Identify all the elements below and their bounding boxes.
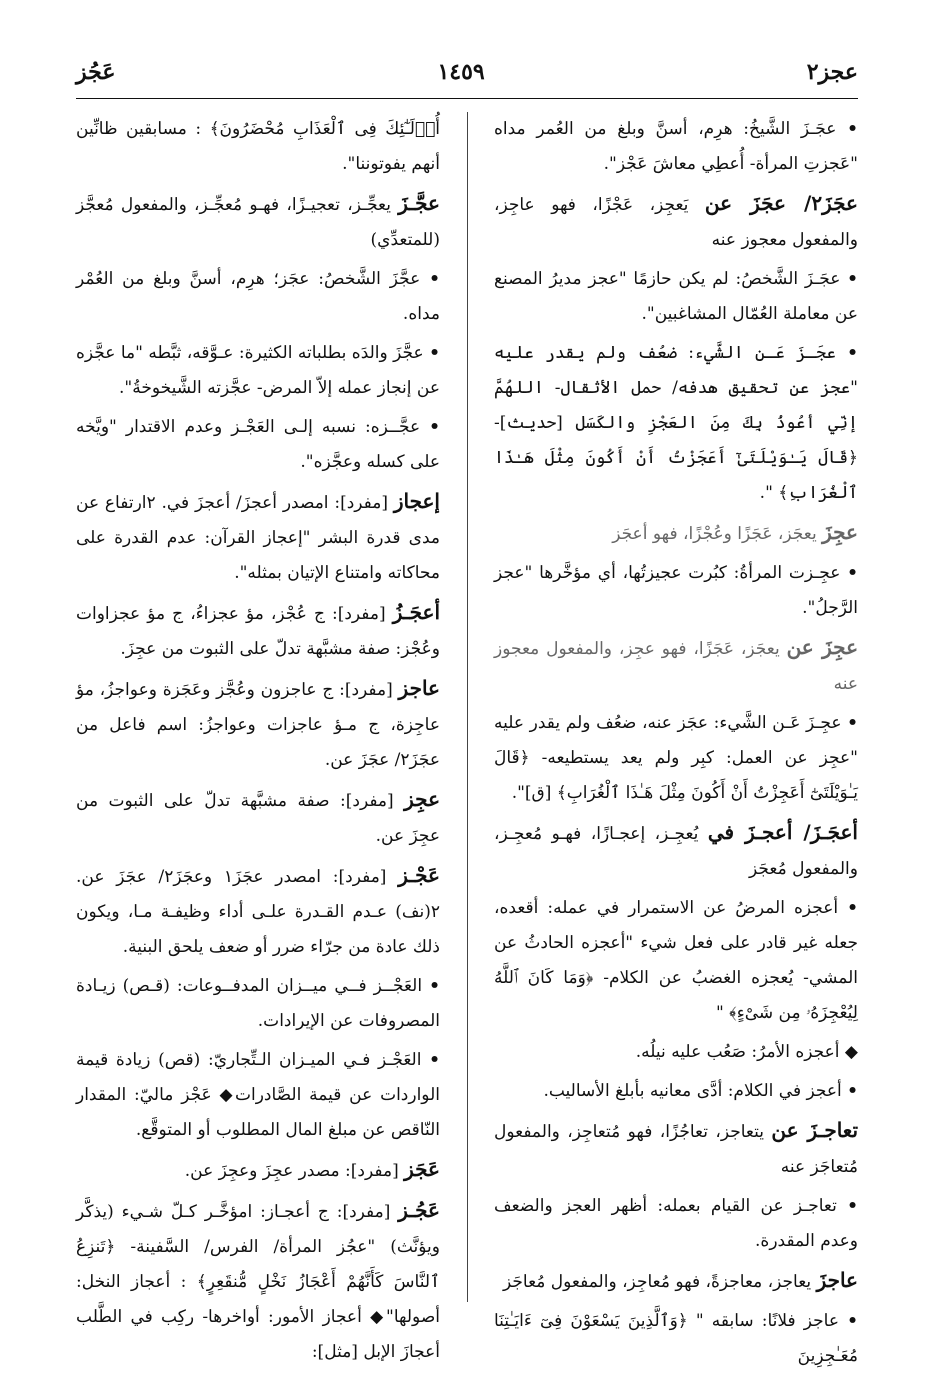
bullet-mark: • [429,976,441,996]
sense-text: عجِـزت المرأةُ: كبُرت عجيزتُها، أي مؤخَّرها "عجز الرَّجلُ". [494,563,858,618]
dictionary-entry [494,1263,858,1300]
guide-word-right: عجز٢ [806,59,858,85]
entry-headword: عجِزَ عن [786,635,859,659]
sense-paragraph [494,112,858,182]
dictionary-entry [76,782,440,854]
bullet-mark: • [429,417,440,437]
sense-paragraph [76,1043,440,1148]
bullet-mark: • [847,343,858,363]
sense-paragraph [494,556,858,626]
bullet-mark: • [847,1196,859,1216]
sense-text: عجَـزَ الشَّخصُ: لم يكن حازمًا "عجز مديرُ المصنع عن معاملة العُمّال المشاغبين". [494,269,858,324]
header-rule [76,98,858,99]
entry-text: يعجِّـز، تعجيـزًا، فهـو مُعجِّـز، والمفعول مُعجَّز (للمتعدِّي) [76,195,440,250]
entry-headword: عجَزَ٢/ عجَزَ عن [704,191,858,215]
entry-text: [مفرد]: ج أعجـاز: امؤخَّـر كـلّ شـيء (يذكَّر ويؤنَّث) "عجُز المرأة/ الفرس/ السَّفينة- ﴿تَنزِعُ ٱلنَّاسَ كَأَنَّهُمْ أَعْجَازُ نَخْلٍ مُّنقَعِرٍ﴾ : أعجاز النخل: أصولها"◆ أعجاز الأمور: أواخرها- ركِب في الطَّلب أعجازَ الإبل [مثل]: [76,1202,440,1362]
entry-headword: عَجُـز [398,1198,440,1222]
dictionary-entry [76,671,440,778]
entry-text: يتعاجز، تعاجُزًا، فهو مُتعاجِز، والمفعول مُتعاجَز عنه [494,1122,858,1177]
page-number: ١٤٥٩ [437,59,485,85]
dictionary-entry [76,1152,440,1189]
entry-headword: أعجَـزُ [392,600,440,624]
sense-paragraph [494,262,858,332]
guide-word-left: عَجُز [76,59,116,85]
sense-text: عجِـزَ عَـن الشَّيء: عجَز عنه، ضعُف ولم يقدر عليه "عجِز عن العمل: كبِر ولم يعد يستطيعه- ﴿قَالَ يَـٰوَيْلَتَىٰٓ أَعَجِزْتُ أَنْ أَكُونَ مِثْلَ هَـٰذَا ٱلْغُرَابِ﴾ [ق]". [494,713,858,803]
bullet-mark: • [847,269,858,289]
entry-headword: عاجزَ [816,1268,858,1292]
sense-text: أعجز في الكلام: أدَّى معانيه بأبلغ الأساليب. [543,1081,842,1101]
dictionary-entry [494,186,858,258]
dictionary-entry [76,484,440,591]
sense-text: تعاجـز عن القيام بعمله: أظهر العجز والضعف وعدم المقدرة. [494,1196,858,1251]
sense-paragraph [76,262,440,332]
entry-text: يعاجز، معاجزةً، فهو مُعاجِز، والمفعول مُعاجَز [503,1272,812,1292]
dictionary-entry [494,815,858,887]
entry-headword: عَجَز [404,1157,440,1181]
entry-headword: إعجاز [393,489,440,513]
entry-headword: عجِزَ [822,520,858,544]
dictionary-entry [76,186,440,258]
sense-paragraph [494,891,858,1031]
sense-paragraph [494,1074,858,1109]
sense-text: عجَّزَ والدَه بطلباته الكثيرة: عـوَّقه، ثبَّطه "ما عجَّزه عن إنجاز عمله إلاّ المرض- عجَّزته الشَّيخوخةُ". [76,343,440,398]
entry-text: يعجَز، عَجَزًا، فهو عجِز، والمفعول معجوز عنه [494,639,858,694]
sense-text: أُو۟لَـٰٓئِكَ فِى ٱلْعَذَابِ مُحْضَرُونَ﴾ : مسابقين ظانِّين أنهم يفوتوننا". [76,119,440,174]
dictionary-entry [494,1113,858,1185]
left-column [76,112,441,1362]
sense-text: عجَـزَ عَـن الشَّيء: ضعُف ولم يقدر عليه "عجز عن تحقيق هدفه/ حمل الأثقال- اللهُمَّ إنِّي أعُوذُ بِكَ مِنَ العَجْزِ والكَسَل [حديث]- ﴿قَالَ يَـٰوَيْلَتَىٰٓ أَعَجَزْتُ أَنْ أَكُونَ مِثْلَ هَـٰذَا ٱلْغُرَابِ﴾ ". [494,343,858,503]
entry-headword: عَجْـز [398,863,440,887]
entry-headword: أعجَـزَ/ أعجـزَ في [707,820,858,844]
entry-text: [مفرد]: امصدر أعجزَ/ أعجزَ في. ٢ارتفاع عن مدى قدرة البشر "إعجاز القرآن: عدم القدرة على محاكاته وامتناع الإتيان بمثله". [76,493,440,583]
sense-text: العَجْــز فــي ميــزان المدفــوعات: (قـص) زيـادة المصروفات عن الإيرادات. [76,976,440,1031]
bullet-mark: • [847,1311,858,1331]
sense-paragraph [494,1035,858,1070]
sense-paragraph [76,410,440,480]
bullet-mark: • [847,713,858,733]
column-divider [467,112,468,1302]
entry-text: [مفرد]: امصدر عجَزَ١ وعجَزَ٢/ عجَزَ عن. ٢(نف) عـدم القـدرة علـى أداء وظيفـة مـا، ويكون ذلك عادة من جرّاء ضرر أو ضعف يلحق البنية. [76,867,440,957]
right-column [494,112,859,1366]
sense-text: عاجز فلانًا: سابقه " ﴿وَٱلَّذِينَ يَسْعَوْنَ فِىٓ ءَايَـٰتِنَا مُعَـٰجِزِينَ [494,1311,858,1366]
entry-text: يُعجِـز، إعجـازًا، فهـو مُعجِـز، والمفعول مُعجَز [494,824,858,879]
dictionary-entry [494,630,858,702]
bullet-mark: • [429,343,440,363]
sense-text: أعجزه المرضُ عن الاستمرار في عمله: أقعده، جعله غير قادر على فعل شيء "أعجزه الحادثُ عن المشي- يُعجزه الغضبُ عن الكلام- ﴿وَمَا كَانَ ٱللَّهُ لِيُعْجِزَهُۥ مِن شَىْءٍ﴾ " [494,898,858,1023]
sense-paragraph [494,1189,858,1259]
bullet-mark: ◆ [844,1042,858,1062]
sense-paragraph [494,336,858,511]
sense-paragraph [76,969,440,1039]
sense-text: عجَـزَ الشَّيخُ: هرِم، أسنَّ وبلغ من العُمر مداه "عَجزتِ المرأة- أُعطِي معاشَ عَجْز". [494,119,858,174]
sense-paragraph [494,1304,858,1374]
page-header [76,52,858,92]
sense-paragraph [76,112,440,182]
entry-headword: تعاجـزَ عن [771,1118,859,1142]
sense-text: العَجْـز فـي الميـزان الـتِّجاريّ: (قص) زيادة قيمة الواردات عن قيمة الصَّادرات◆ عَجْز ماليّ: المقدار النّاقص عن مبلغ المال المطلوب أو المتوقَّع. [76,1050,440,1140]
entry-text: [مفرد]: مصدر عجِزَ وعجِزَ عن. [184,1161,399,1181]
sense-paragraph [494,706,858,811]
bullet-mark: • [847,119,858,139]
sense-text: أعجزه الأمرُ: صَعُب عليه نيلُه. [635,1042,840,1062]
dictionary-entry [76,858,440,965]
sense-text: عجَّزَ الشَّخصُ: عجَز؛ هرِم، أسنَّ وبلغ من العُمْر مداه. [76,269,440,324]
sense-text: عجَّــزه: نسبه إلـى العَجْـز وعدم الاقتدار "ويَّخه على كسله وعجَّزه". [76,417,440,472]
bullet-mark: • [429,1050,440,1070]
bullet-mark: • [847,1081,858,1101]
entry-text: [مفرد]: ج عُجْز، مؤ عجزاءُ، ج مؤ عجزاوات وعُجْز: صفة مشبَّهة تدلّ على الثبوت من عجِزَ. [76,604,440,659]
entry-headword: عجِز [404,787,441,811]
entry-text: يَعجِز، عَجْزًا، فهو عاجِز، والمفعول معجوز عنه [494,195,858,250]
entry-headword: عاجز [398,676,440,700]
sense-paragraph [76,336,440,406]
entry-text: [مفرد]: صفة مشبَّهة تدلّ على الثبوت من عجِزَ عن. [76,791,440,846]
bullet-mark: • [429,269,441,289]
dictionary-entry [76,1193,440,1370]
bullet-mark: • [847,898,858,918]
entry-text: يعجَز، عَجَزًا وعُجْزًا، فهو أعجَز [612,524,817,544]
entry-headword: عجَّـزَ [398,191,440,215]
bullet-mark: • [847,563,859,583]
dictionary-entry [76,595,440,667]
dictionary-entry [494,515,858,552]
entry-text: [مفرد]: ج عاجزون وعُجَّز وعَجَزة وعواجزُ، مؤ عاجِزة، ج مـؤ عاجزات وعواجزُ: اسم فاعل من عجَزَ٢/ عجَزَ عن. [76,680,440,770]
